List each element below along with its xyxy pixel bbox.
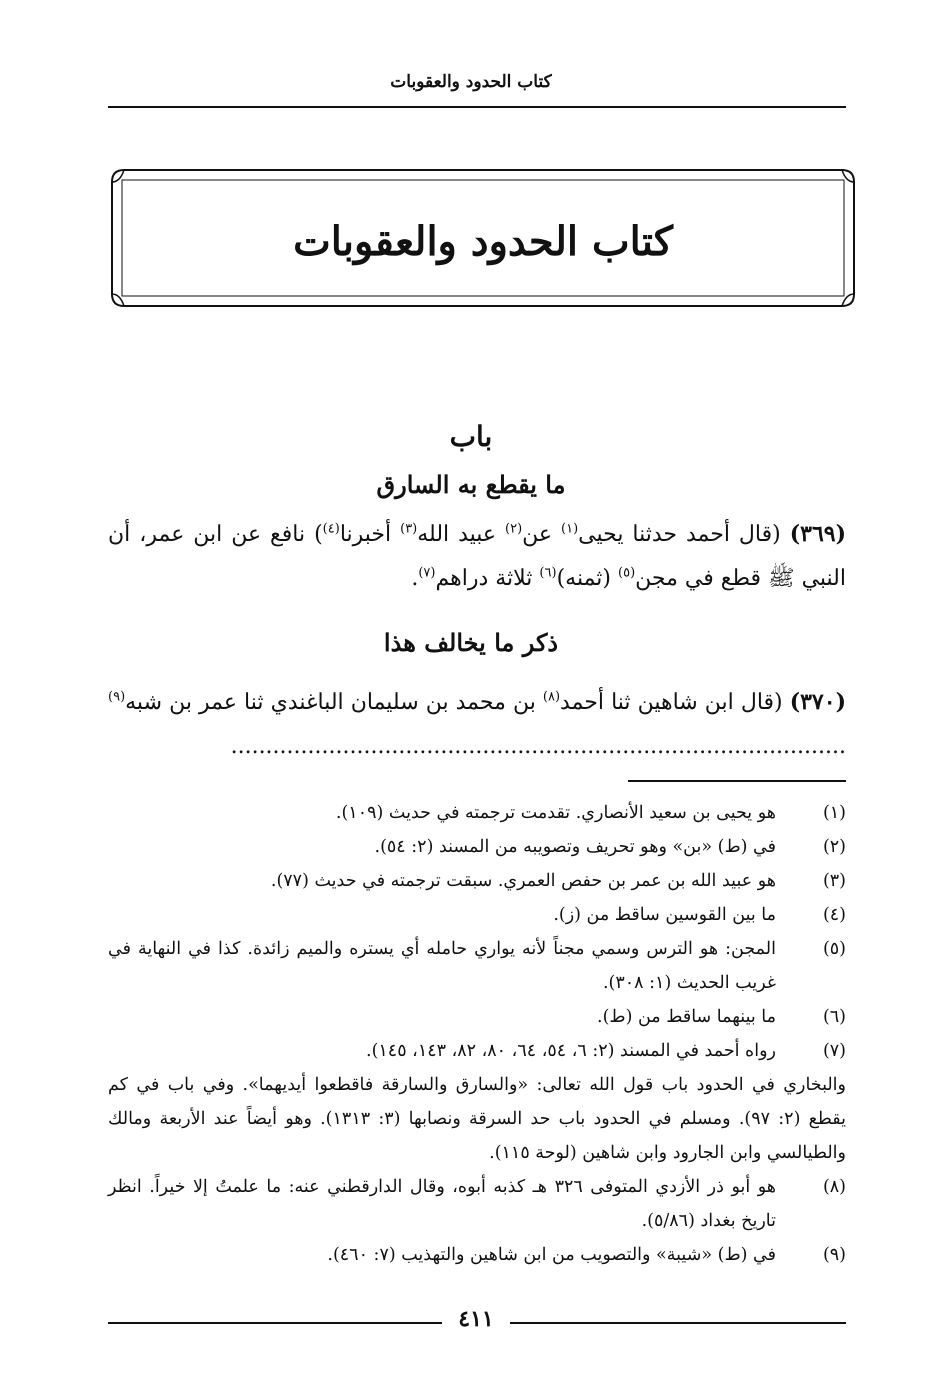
hadith-370	[108, 680, 846, 769]
footnote-number: (٣)	[822, 871, 846, 891]
footnote-number: (٨)	[822, 1177, 846, 1197]
footnote	[108, 1000, 846, 1034]
footnote-number: (١)	[822, 803, 846, 823]
hadith-text: عبيد الله	[417, 522, 497, 547]
footer-rule-left	[108, 1322, 442, 1324]
footnote-number: (٧)	[822, 1041, 846, 1061]
footnote-ref[interactable]: (٢)	[505, 521, 523, 537]
hadith-text: (قال ابن شاهين ثنا أحمد	[560, 690, 783, 715]
footnote-text: هو عبيد الله بن عمر بن حفص العمري. سبقت ترجمته في حديث (٧٧).	[270, 871, 776, 891]
footnote-ref[interactable]: (٤)	[322, 521, 340, 537]
footnote-ref[interactable]: (٦)	[539, 565, 557, 581]
hadith-text: ثلاثة دراهم	[435, 566, 533, 591]
hadith-text: أخبرنا	[339, 522, 392, 547]
running-header: كتاب الحدود والعقوبات	[390, 72, 552, 92]
header-rule	[108, 106, 846, 108]
footnote-text: في (ط) «شيبة» والتصويب من ابن شاهين والتهذيب (٧: ٤٦٠).	[327, 1245, 776, 1265]
footnote-number: (٩)	[822, 1245, 846, 1265]
footnote-text: هو يحيى بن سعيد الأنصاري. تقدمت ترجمته في حديث (١٠٩).	[335, 803, 776, 823]
footnote-ref[interactable]: (١)	[561, 521, 579, 537]
hadith-number: (٣٧٠)	[789, 689, 846, 715]
footnote-text: رواه أحمد في المسند (٢: ٦، ٥٤، ٦٤، ٨٠، ٨٢، ١٤٣، ١٤٥).	[366, 1041, 776, 1061]
footnote-ref[interactable]: (٧)	[418, 565, 436, 581]
chapter-title: كتاب الحدود والعقوبات	[293, 218, 673, 265]
footnote-ref[interactable]: (٩)	[108, 689, 126, 705]
footnote	[108, 1238, 846, 1272]
footnotes	[108, 796, 846, 1272]
hadith-text: (قال أحمد حدثنا يحيى	[578, 522, 781, 547]
hadith-text: ) نافع عن ابن عمر، أن النبي ﷺ قطع في مجن	[108, 522, 846, 591]
hadith-369	[108, 512, 846, 601]
footnote	[108, 898, 846, 932]
hadith-text: بن محمد بن سليمان الباغندي ثنا عمر بن شبه	[125, 690, 536, 715]
hadith-text: (ثمنه)	[556, 566, 612, 591]
footnote-number: (٦)	[822, 1007, 846, 1027]
footnote-number: (٢)	[822, 837, 846, 857]
continuation-dots: ........................................................................................	[230, 734, 846, 759]
footnote-text: ما بين القوسين ساقط من (ز).	[553, 905, 776, 925]
footnote-text: ما بينهما ساقط من (ط).	[597, 1007, 776, 1027]
footnote	[108, 932, 846, 1000]
footnote	[108, 796, 846, 830]
bab-title: باب	[449, 420, 493, 453]
footnote	[108, 830, 846, 864]
footnote	[108, 1034, 846, 1068]
footnote-ref[interactable]: (٣)	[400, 521, 418, 537]
hadith-number: (٣٦٩)	[789, 521, 846, 547]
hadith-text: .	[411, 566, 419, 591]
footnote-text: المجن: هو الترس وسمي مجناً لأنه يواري حامله أي يستره والميم زائدة. كذا في النهاية في غريب الحديث (١: ٣٠٨).	[108, 939, 776, 993]
footnote-separator	[628, 780, 846, 782]
footnote	[108, 864, 846, 898]
hadith-text: عن	[522, 522, 553, 547]
footnote	[108, 1170, 846, 1238]
footnote-text: هو أبو ذر الأزدي المتوفى ٣٢٦ هـ كذبه أبوه، وقال الدارقطني عنه: ما علمتُ إلا خيراً. انظر تاريخ بغداد (٥/٨٦).	[108, 1177, 777, 1231]
footnote-number: (٥)	[822, 939, 846, 959]
footnote-ref[interactable]: (٥)	[618, 565, 636, 581]
footnote-ref[interactable]: (٨)	[542, 689, 561, 705]
footnote-continuation: والبخاري في الحدود باب قول الله تعالى: «والسارق والسارقة فاقطعوا أيديهما». وفي باب في كم يقطع (٢: ٩٧). ومسلم في الحدود باب حد السرقة ونصابها (٣: ١٣١٣). وهو أيضاً عند الأربعة ومالك والطيالسي وابن الجارود وابن شاهين (لوحة ١١٥).	[108, 1075, 846, 1163]
section-heading: ذكر ما يخالف هذا	[383, 628, 559, 657]
footnote-number: (٤)	[822, 905, 846, 925]
footer-rule-right	[510, 1322, 846, 1324]
footnote-text: في (ط) «بن» وهو تحريف وتصويبه من المسند (٢: ٥٤).	[374, 837, 776, 857]
page-number: ٤١١	[458, 1306, 494, 1332]
bab-subtitle: ما يقطع به السارق	[376, 470, 566, 499]
